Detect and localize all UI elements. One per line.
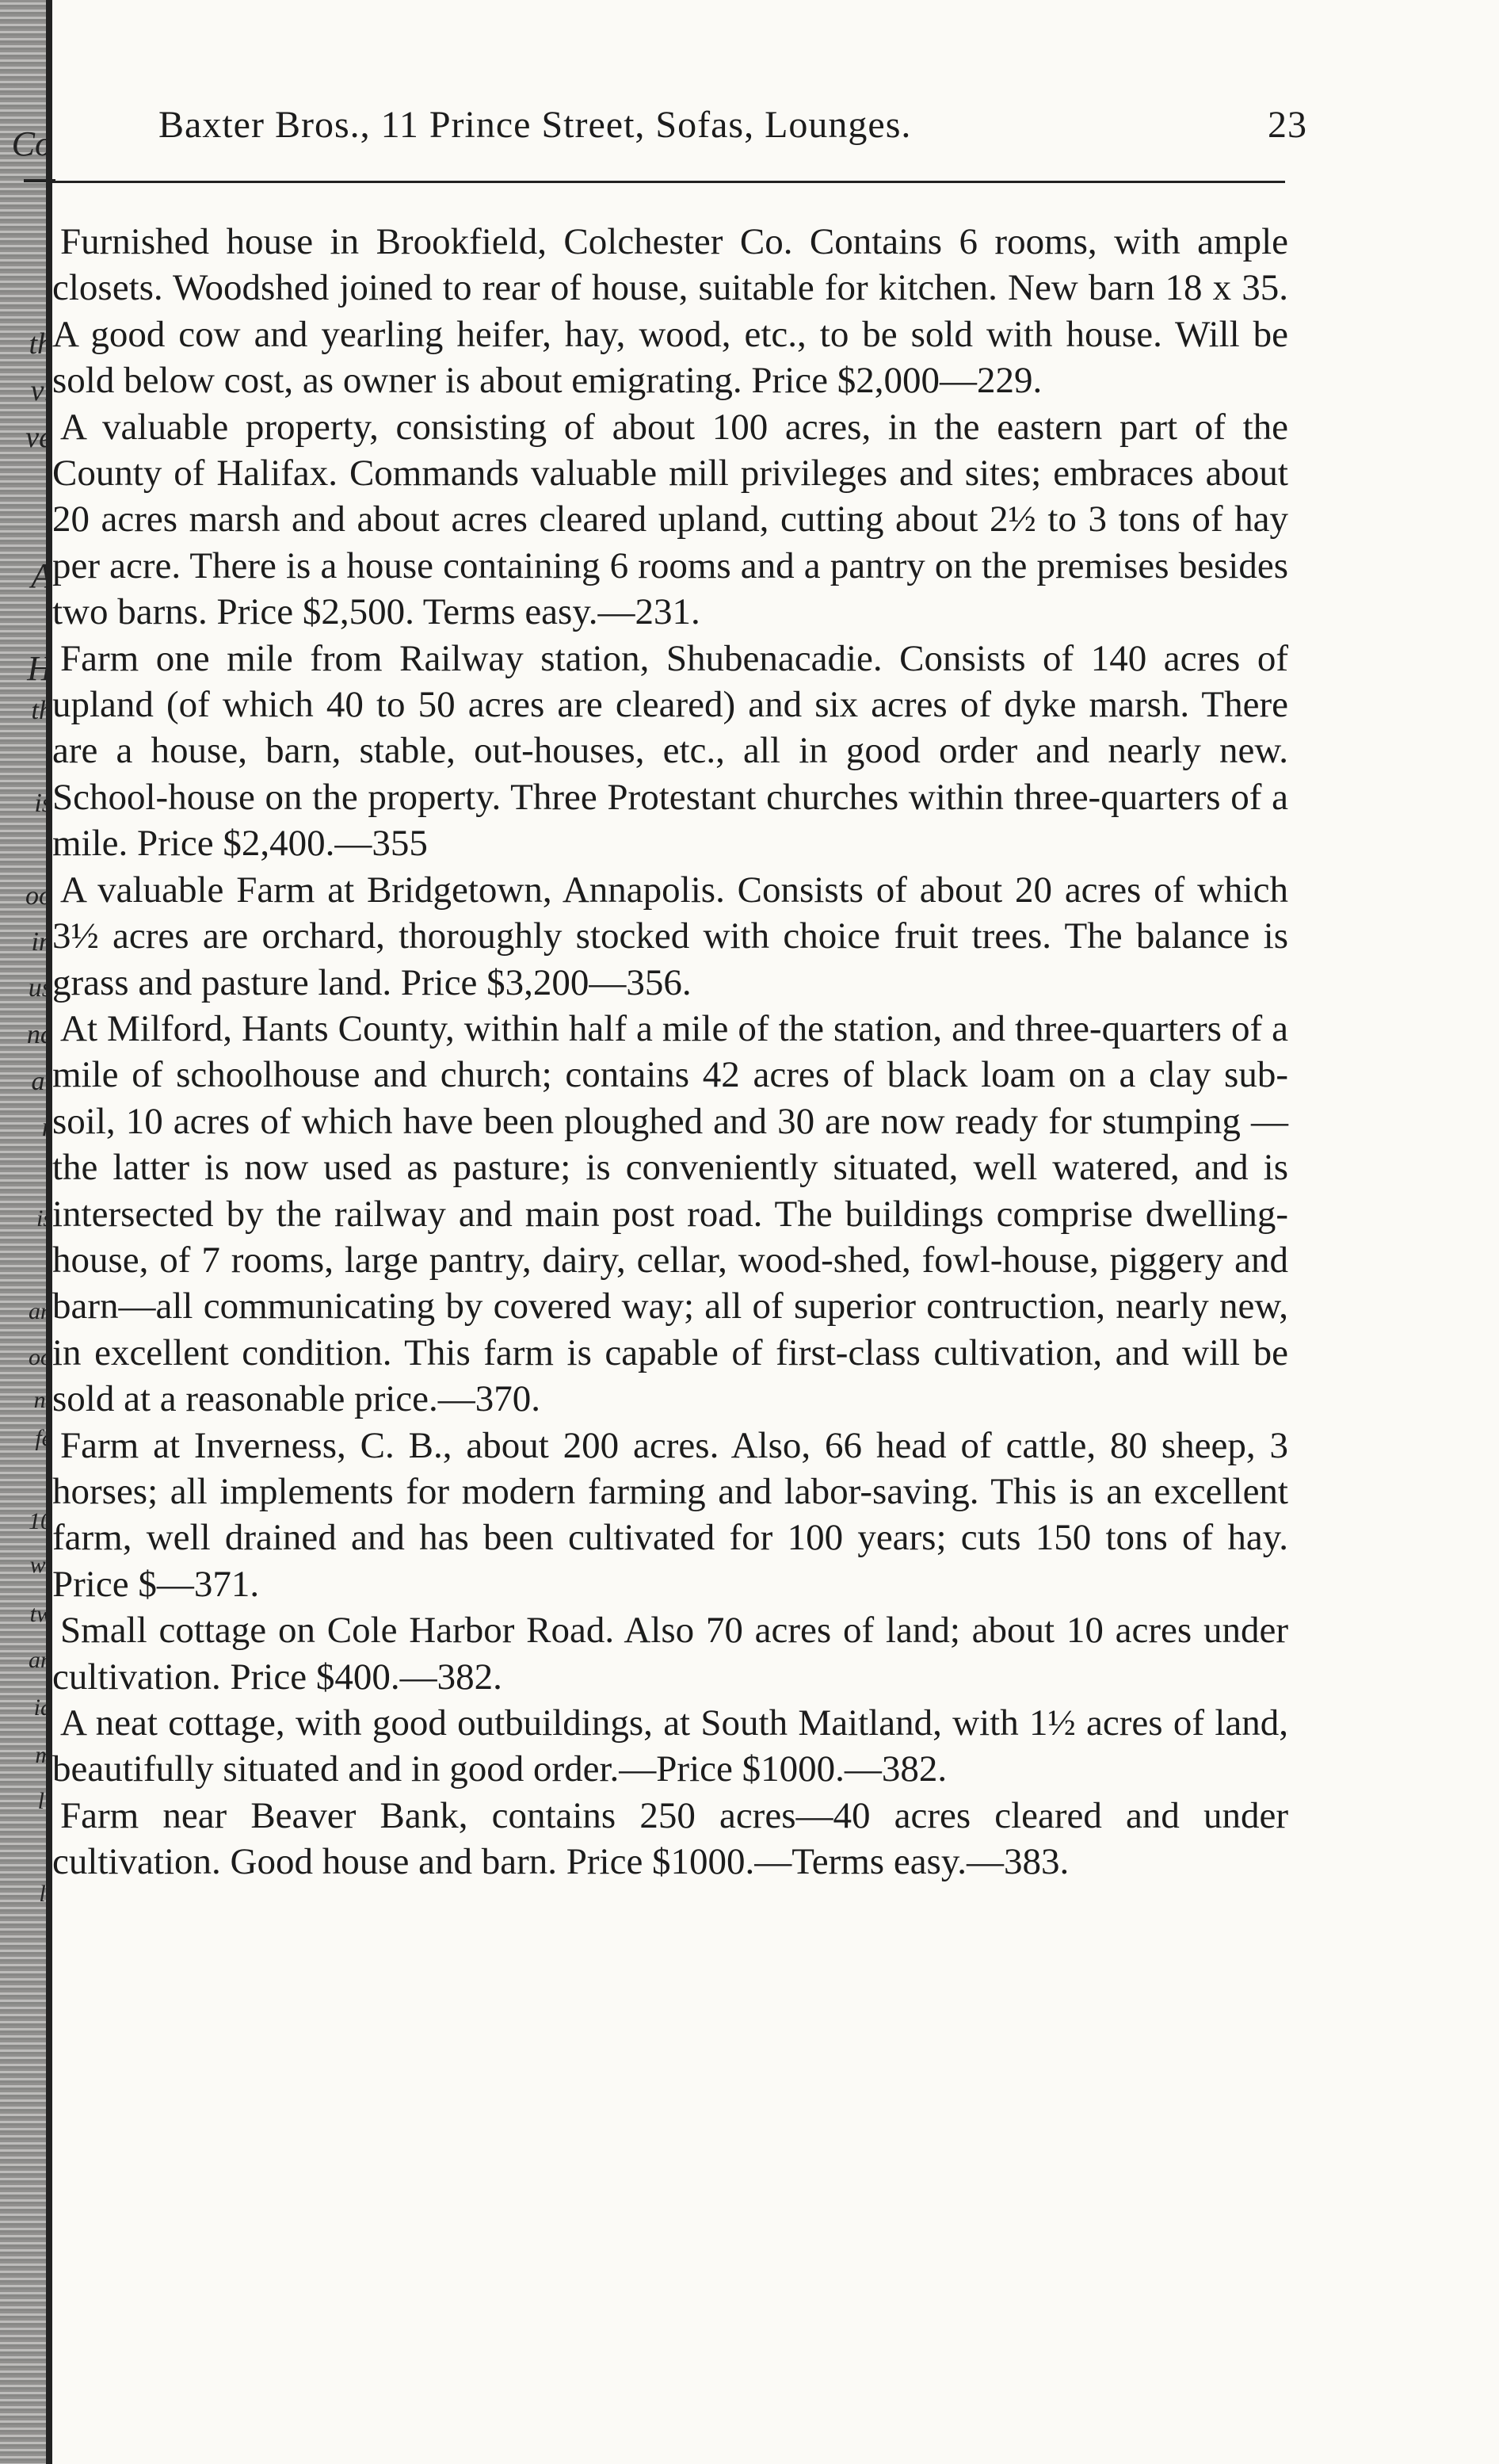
listing-entry bbox=[52, 1700, 1288, 1793]
margin-fragment: H bbox=[27, 651, 52, 686]
margin-fragment: nc bbox=[26, 1022, 52, 1049]
margin-fragment: m bbox=[35, 1744, 52, 1767]
margin-fragment: l: bbox=[37, 1790, 52, 1813]
margin-fragment: ni bbox=[33, 1389, 52, 1412]
binding-gutter bbox=[0, 0, 51, 2464]
margin-fragment: tw bbox=[29, 1603, 52, 1626]
margin-fragment: us bbox=[28, 975, 52, 1002]
margin-fragment: 10 bbox=[29, 1510, 52, 1534]
running-title: Baxter Bros., 11 Prince Street, Sofas, Lounges. bbox=[158, 104, 912, 146]
listing-entry bbox=[52, 1793, 1288, 1885]
listing-text: A valuable Farm at Bridgetown, Annapolis. Consists of about 20 acres of which 3½ acres are orchard, thoroughly stocked with choice fruit trees. The balance is grass and pasture land. Price $3,200—356. bbox=[52, 869, 1288, 1003]
listing-text: Farm one mile from Railway station, Shubenacadie. Consists of 140 acres of upland (of which 40 to 50 acres are cleared) and six acres of dyke marsh. There are a house, barn, stable, out-houses, etc., all in good order and nearly new. School-house on the property. Three Protestant churches within three-quarters of a mile. Price $2,400.—355 bbox=[52, 637, 1288, 865]
margin-fragment: oo bbox=[25, 883, 52, 910]
margin-fragment: is bbox=[36, 1207, 52, 1231]
margin-fragment: wi bbox=[29, 1553, 52, 1577]
margin-fragment: th bbox=[29, 329, 52, 359]
margin-fragment: ve bbox=[25, 422, 52, 453]
margin-fragment: vi bbox=[30, 376, 52, 406]
binding-spine bbox=[46, 0, 52, 2464]
listing-text: Furnished house in Brookfield, Colchester Co. Contains 6 rooms, with ample closets. Woodshed joined to rear of house, suitable for kitchen. New barn 18 x 35. A good cow and yearling heifer, hay, wood, etc., to be sold with house. Will be sold below cost, as owner is about emigrating. Price $2,000—229. bbox=[52, 221, 1288, 402]
header-rule bbox=[49, 181, 1285, 183]
margin-fragment: Co bbox=[11, 127, 52, 162]
listing-text: Farm at Inverness, C. B., about 200 acres. Also, 66 head of cattle, 80 sheep, 3 horses; all implements for modern farming and labor-saving. This is an excellent farm, well drained and has been cultivated for 100 years; cuts 150 tons of hay. Price $—371. bbox=[52, 1424, 1288, 1605]
margin-fragment: th bbox=[31, 697, 52, 724]
margin-fragment: r bbox=[41, 1114, 52, 1141]
listing-entry bbox=[52, 636, 1288, 867]
listing-text: Small cottage on Cole Harbor Road. Also 70 acres of land; about 10 acres under cultivation. Price $400.—382. bbox=[52, 1610, 1288, 1698]
listing-text: A neat cottage, with good outbuildings, at South Maitland, with 1½ acres of land, beautifully situated and in good order.—Price $1000.—382. bbox=[52, 1702, 1288, 1790]
listing-text: A valuable property, consisting of about 100 acres, in the eastern part of the County of Halifax. Commands valuable mill privileges and sites; embraces about 20 acres marsh and about acres cleared upland, cutting about 2½ to 3 tons of hay per acre. There is a house containing 6 rooms and a pantry on the premises besides two barns. Price $2,500. Terms easy.—231. bbox=[52, 406, 1288, 633]
margin-fragment: an bbox=[29, 1648, 52, 1672]
margin-fragment: al bbox=[31, 1068, 52, 1095]
margin-fragment: in bbox=[31, 929, 52, 956]
margin-fragment: oo bbox=[29, 1346, 52, 1370]
listing-entry bbox=[52, 1423, 1288, 1608]
margin-fragment: id bbox=[33, 1696, 52, 1720]
listing-entry bbox=[52, 404, 1288, 636]
listing-entry bbox=[52, 1006, 1288, 1423]
margin-fragment: A bbox=[31, 559, 52, 594]
margin-fragment: is bbox=[34, 790, 52, 817]
margin-fragment: an bbox=[29, 1300, 52, 1324]
listing-entry bbox=[52, 1607, 1288, 1700]
margin-fragment: fe bbox=[35, 1427, 52, 1450]
margin-fragment: li bbox=[39, 1882, 52, 1906]
running-header bbox=[158, 103, 1307, 159]
listings-body bbox=[52, 219, 1288, 1885]
listing-text: Farm near Beaver Bank, contains 250 acres—40 acres cleared and under cultivation. Good house and barn. Price $1000.—Terms easy.—383. bbox=[52, 1794, 1288, 1883]
listing-text: At Milford, Hants County, within half a mile of the station, and three-quarters of a mile of schoolhouse and church; contains 42 acres of black loam on a clay sub-soil, 10 acres of which have been ploughed and 30 are now ready for stumping —the latter is now used as pasture; is conveniently situated, well watered, and is intersected by the railway and main post road. The buildings comprise dwelling-house, of 7 rooms, large pantry, dairy, cellar, wood-shed, fowl-house, piggery and barn—all communicating by covered way; all of superior contruction, nearly new, in excellent condition. This farm is capable of first-class cultivation, and will be sold at a reasonable price.—370. bbox=[52, 1007, 1288, 1420]
listing-entry bbox=[52, 219, 1288, 404]
listing-entry bbox=[52, 867, 1288, 1006]
page-number: 23 bbox=[1268, 104, 1307, 146]
